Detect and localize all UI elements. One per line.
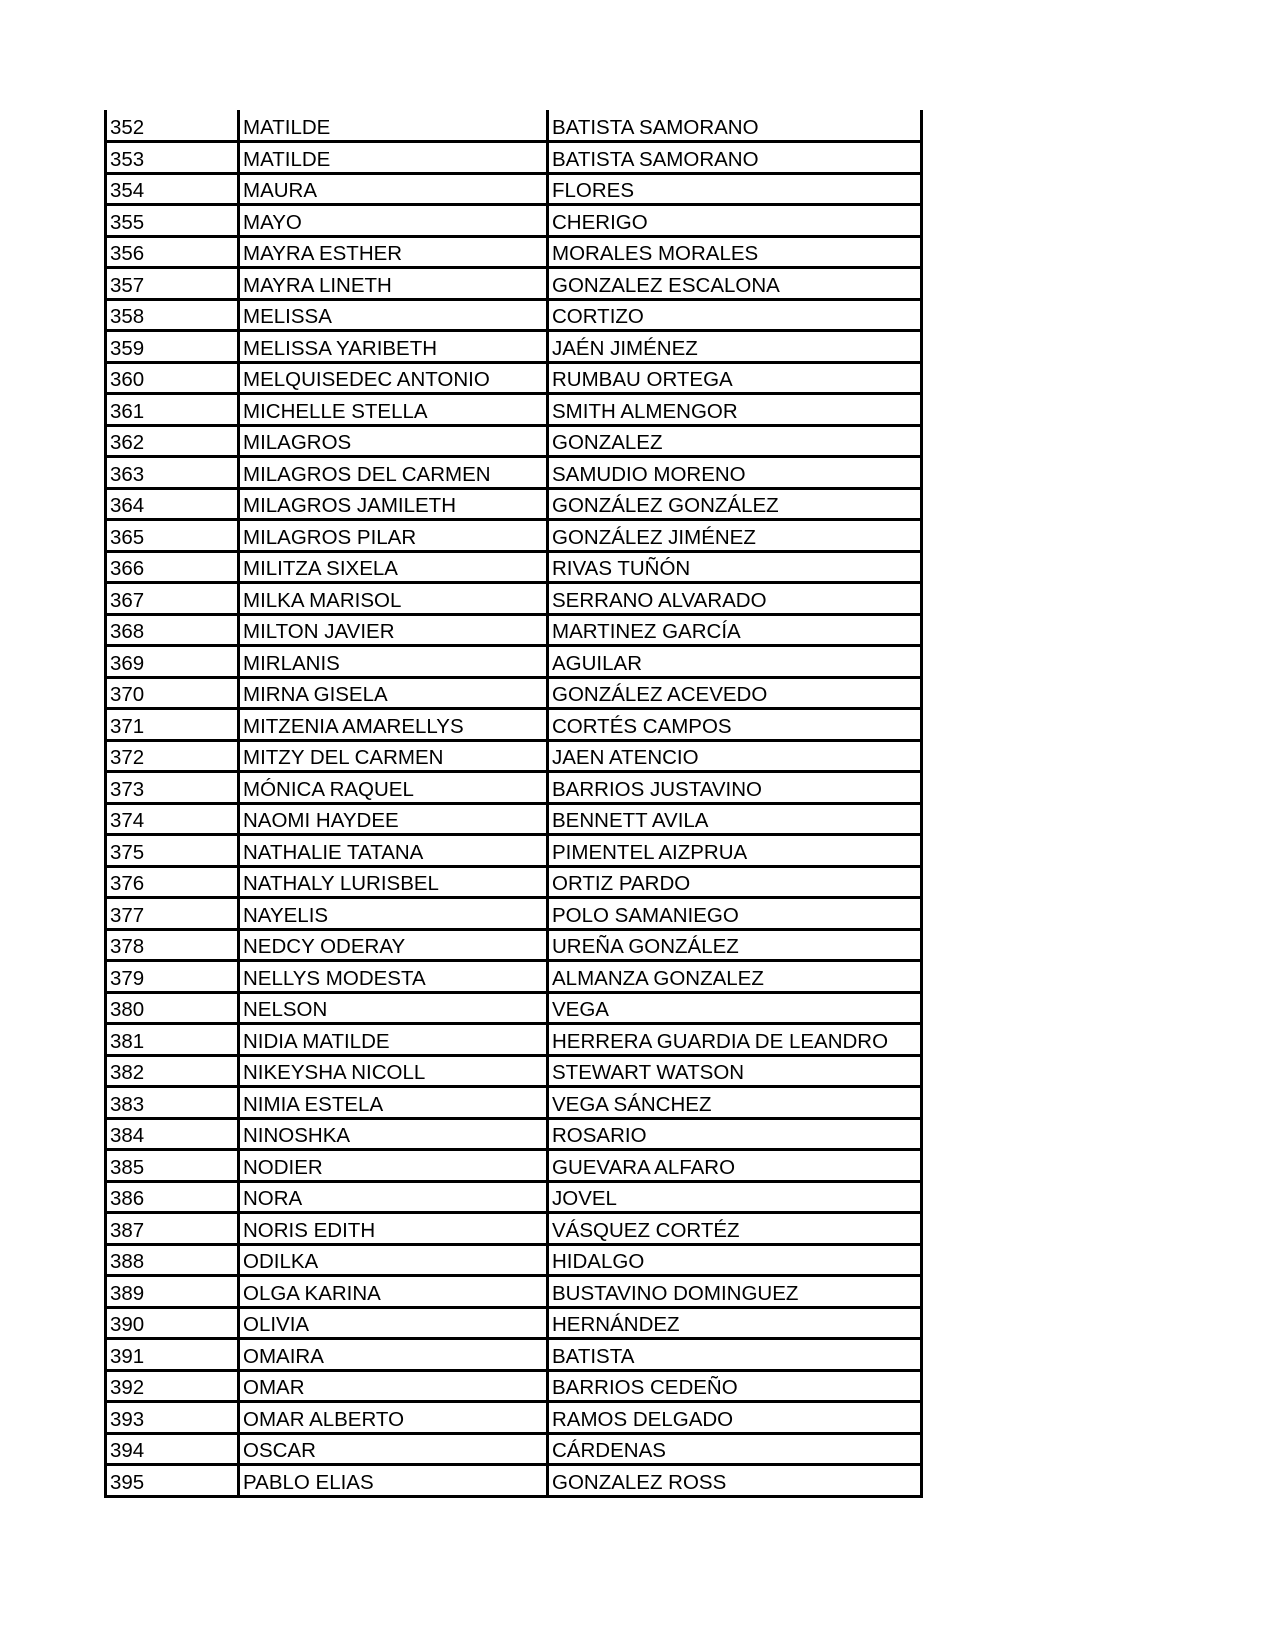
last-name-cell: POLO SAMANIEGO xyxy=(548,898,922,930)
last-name-cell: BENNETT AVILA xyxy=(548,803,922,835)
row-number-cell: 381 xyxy=(106,1024,239,1056)
first-name-cell: MILAGROS xyxy=(239,425,548,457)
row-number-cell: 384 xyxy=(106,1118,239,1150)
last-name-cell: HERRERA GUARDIA DE LEANDRO xyxy=(548,1024,922,1056)
table-row xyxy=(106,709,922,741)
first-name-cell: MAYRA LINETH xyxy=(239,268,548,300)
table-row xyxy=(106,929,922,961)
first-name-cell: MILKA MARISOL xyxy=(239,583,548,615)
row-number-cell: 358 xyxy=(106,299,239,331)
row-number-cell: 366 xyxy=(106,551,239,583)
row-number-cell: 364 xyxy=(106,488,239,520)
last-name-cell: BUSTAVINO DOMINGUEZ xyxy=(548,1276,922,1308)
row-number-cell: 354 xyxy=(106,173,239,205)
row-number-cell: 356 xyxy=(106,236,239,268)
row-number-cell: 362 xyxy=(106,425,239,457)
table-row xyxy=(106,1370,922,1402)
first-name-cell: MITZENIA AMARELLYS xyxy=(239,709,548,741)
first-name-cell: MATILDE xyxy=(239,110,548,142)
first-name-cell: MITZY DEL CARMEN xyxy=(239,740,548,772)
table-row xyxy=(106,142,922,174)
row-number-cell: 353 xyxy=(106,142,239,174)
first-name-cell: MICHELLE STELLA xyxy=(239,394,548,426)
row-number-cell: 368 xyxy=(106,614,239,646)
first-name-cell: NEDCY ODERAY xyxy=(239,929,548,961)
last-name-cell: CORTIZO xyxy=(548,299,922,331)
first-name-cell: MIRLANIS xyxy=(239,646,548,678)
first-name-cell: NELSON xyxy=(239,992,548,1024)
last-name-cell: JOVEL xyxy=(548,1181,922,1213)
last-name-cell: FLORES xyxy=(548,173,922,205)
first-name-cell: MILTON JAVIER xyxy=(239,614,548,646)
row-number-cell: 394 xyxy=(106,1433,239,1465)
row-number-cell: 382 xyxy=(106,1055,239,1087)
row-number-cell: 378 xyxy=(106,929,239,961)
last-name-cell: GONZÁLEZ JIMÉNEZ xyxy=(548,520,922,552)
row-number-cell: 392 xyxy=(106,1370,239,1402)
table-row xyxy=(106,551,922,583)
row-number-cell: 374 xyxy=(106,803,239,835)
row-number-cell: 391 xyxy=(106,1339,239,1371)
last-name-cell: CÁRDENAS xyxy=(548,1433,922,1465)
first-name-cell: OSCAR xyxy=(239,1433,548,1465)
first-name-cell: NATHALIE TATANA xyxy=(239,835,548,867)
first-name-cell: ODILKA xyxy=(239,1244,548,1276)
table-row xyxy=(106,1244,922,1276)
table-row xyxy=(106,1402,922,1434)
last-name-cell: HIDALGO xyxy=(548,1244,922,1276)
first-name-cell: NIMIA ESTELA xyxy=(239,1087,548,1119)
last-name-cell: ALMANZA GONZALEZ xyxy=(548,961,922,993)
table-row xyxy=(106,425,922,457)
table-row xyxy=(106,1465,922,1497)
last-name-cell: PIMENTEL AIZPRUA xyxy=(548,835,922,867)
last-name-cell: UREÑA GONZÁLEZ xyxy=(548,929,922,961)
row-number-cell: 363 xyxy=(106,457,239,489)
first-name-cell: OLGA KARINA xyxy=(239,1276,548,1308)
first-name-cell: MAYRA ESTHER xyxy=(239,236,548,268)
row-number-cell: 387 xyxy=(106,1213,239,1245)
roster-table xyxy=(104,110,923,1498)
last-name-cell: JAEN ATENCIO xyxy=(548,740,922,772)
table-row xyxy=(106,740,922,772)
table-row xyxy=(106,1433,922,1465)
first-name-cell: NELLYS MODESTA xyxy=(239,961,548,993)
last-name-cell: ORTIZ PARDO xyxy=(548,866,922,898)
last-name-cell: HERNÁNDEZ xyxy=(548,1307,922,1339)
first-name-cell: OMAR ALBERTO xyxy=(239,1402,548,1434)
first-name-cell: OLIVIA xyxy=(239,1307,548,1339)
last-name-cell: GONZALEZ ROSS xyxy=(548,1465,922,1497)
table-row xyxy=(106,488,922,520)
last-name-cell: BATISTA SAMORANO xyxy=(548,142,922,174)
first-name-cell: MÓNICA RAQUEL xyxy=(239,772,548,804)
table-row xyxy=(106,362,922,394)
last-name-cell: GONZÁLEZ GONZÁLEZ xyxy=(548,488,922,520)
table-row xyxy=(106,961,922,993)
first-name-cell: MILAGROS JAMILETH xyxy=(239,488,548,520)
table-row xyxy=(106,835,922,867)
first-name-cell: NIKEYSHA NICOLL xyxy=(239,1055,548,1087)
first-name-cell: NINOSHKA xyxy=(239,1118,548,1150)
row-number-cell: 386 xyxy=(106,1181,239,1213)
row-number-cell: 352 xyxy=(106,110,239,142)
row-number-cell: 393 xyxy=(106,1402,239,1434)
first-name-cell: OMAR xyxy=(239,1370,548,1402)
last-name-cell: BATISTA xyxy=(548,1339,922,1371)
row-number-cell: 355 xyxy=(106,205,239,237)
last-name-cell: BATISTA SAMORANO xyxy=(548,110,922,142)
table-row xyxy=(106,331,922,363)
row-number-cell: 365 xyxy=(106,520,239,552)
row-number-cell: 361 xyxy=(106,394,239,426)
last-name-cell: BARRIOS CEDEÑO xyxy=(548,1370,922,1402)
first-name-cell: MELQUISEDEC ANTONIO xyxy=(239,362,548,394)
row-number-cell: 359 xyxy=(106,331,239,363)
table-row xyxy=(106,992,922,1024)
last-name-cell: MARTINEZ GARCÍA xyxy=(548,614,922,646)
table-row xyxy=(106,1276,922,1308)
last-name-cell: MORALES MORALES xyxy=(548,236,922,268)
first-name-cell: NORA xyxy=(239,1181,548,1213)
first-name-cell: MILAGROS DEL CARMEN xyxy=(239,457,548,489)
first-name-cell: NATHALY LURISBEL xyxy=(239,866,548,898)
last-name-cell: VEGA xyxy=(548,992,922,1024)
table-row xyxy=(106,1118,922,1150)
row-number-cell: 395 xyxy=(106,1465,239,1497)
table-row xyxy=(106,1024,922,1056)
row-number-cell: 383 xyxy=(106,1087,239,1119)
last-name-cell: VÁSQUEZ CORTÉZ xyxy=(548,1213,922,1245)
table-row xyxy=(106,866,922,898)
last-name-cell: GONZALEZ ESCALONA xyxy=(548,268,922,300)
table-row xyxy=(106,1181,922,1213)
first-name-cell: NIDIA MATILDE xyxy=(239,1024,548,1056)
table-row xyxy=(106,898,922,930)
table-row xyxy=(106,457,922,489)
table-row xyxy=(106,1087,922,1119)
first-name-cell: MELISSA xyxy=(239,299,548,331)
table-row xyxy=(106,1339,922,1371)
table-row xyxy=(106,583,922,615)
last-name-cell: ROSARIO xyxy=(548,1118,922,1150)
table-row xyxy=(106,268,922,300)
table-row xyxy=(106,394,922,426)
table-row xyxy=(106,803,922,835)
table-row xyxy=(106,772,922,804)
first-name-cell: PABLO ELIAS xyxy=(239,1465,548,1497)
table-row xyxy=(106,614,922,646)
row-number-cell: 390 xyxy=(106,1307,239,1339)
table-row xyxy=(106,110,922,142)
row-number-cell: 389 xyxy=(106,1276,239,1308)
last-name-cell: SAMUDIO MORENO xyxy=(548,457,922,489)
last-name-cell: CHERIGO xyxy=(548,205,922,237)
table-row xyxy=(106,1307,922,1339)
first-name-cell: MELISSA YARIBETH xyxy=(239,331,548,363)
row-number-cell: 379 xyxy=(106,961,239,993)
roster-body xyxy=(106,110,922,1496)
table-row xyxy=(106,299,922,331)
last-name-cell: CORTÉS CAMPOS xyxy=(548,709,922,741)
row-number-cell: 385 xyxy=(106,1150,239,1182)
last-name-cell: STEWART WATSON xyxy=(548,1055,922,1087)
last-name-cell: RUMBAU ORTEGA xyxy=(548,362,922,394)
table-row xyxy=(106,1213,922,1245)
last-name-cell: VEGA SÁNCHEZ xyxy=(548,1087,922,1119)
row-number-cell: 370 xyxy=(106,677,239,709)
first-name-cell: MILITZA SIXELA xyxy=(239,551,548,583)
row-number-cell: 371 xyxy=(106,709,239,741)
row-number-cell: 380 xyxy=(106,992,239,1024)
last-name-cell: GUEVARA ALFARO xyxy=(548,1150,922,1182)
first-name-cell: NAOMI HAYDEE xyxy=(239,803,548,835)
last-name-cell: GONZÁLEZ ACEVEDO xyxy=(548,677,922,709)
first-name-cell: MIRNA GISELA xyxy=(239,677,548,709)
first-name-cell: MAURA xyxy=(239,173,548,205)
last-name-cell: RAMOS DELGADO xyxy=(548,1402,922,1434)
last-name-cell: RIVAS TUÑÓN xyxy=(548,551,922,583)
table-row xyxy=(106,1150,922,1182)
row-number-cell: 367 xyxy=(106,583,239,615)
last-name-cell: SERRANO ALVARADO xyxy=(548,583,922,615)
row-number-cell: 369 xyxy=(106,646,239,678)
table-row xyxy=(106,677,922,709)
table-row xyxy=(106,646,922,678)
row-number-cell: 376 xyxy=(106,866,239,898)
last-name-cell: AGUILAR xyxy=(548,646,922,678)
first-name-cell: MAYO xyxy=(239,205,548,237)
table-row xyxy=(106,173,922,205)
first-name-cell: MILAGROS PILAR xyxy=(239,520,548,552)
table-row xyxy=(106,1055,922,1087)
row-number-cell: 375 xyxy=(106,835,239,867)
last-name-cell: GONZALEZ xyxy=(548,425,922,457)
row-number-cell: 372 xyxy=(106,740,239,772)
row-number-cell: 377 xyxy=(106,898,239,930)
first-name-cell: NORIS EDITH xyxy=(239,1213,548,1245)
last-name-cell: SMITH ALMENGOR xyxy=(548,394,922,426)
row-number-cell: 360 xyxy=(106,362,239,394)
first-name-cell: NAYELIS xyxy=(239,898,548,930)
last-name-cell: BARRIOS JUSTAVINO xyxy=(548,772,922,804)
last-name-cell: JAÉN JIMÉNEZ xyxy=(548,331,922,363)
table-row xyxy=(106,205,922,237)
table-row xyxy=(106,520,922,552)
row-number-cell: 388 xyxy=(106,1244,239,1276)
row-number-cell: 357 xyxy=(106,268,239,300)
first-name-cell: MATILDE xyxy=(239,142,548,174)
first-name-cell: NODIER xyxy=(239,1150,548,1182)
row-number-cell: 373 xyxy=(106,772,239,804)
table-row xyxy=(106,236,922,268)
first-name-cell: OMAIRA xyxy=(239,1339,548,1371)
